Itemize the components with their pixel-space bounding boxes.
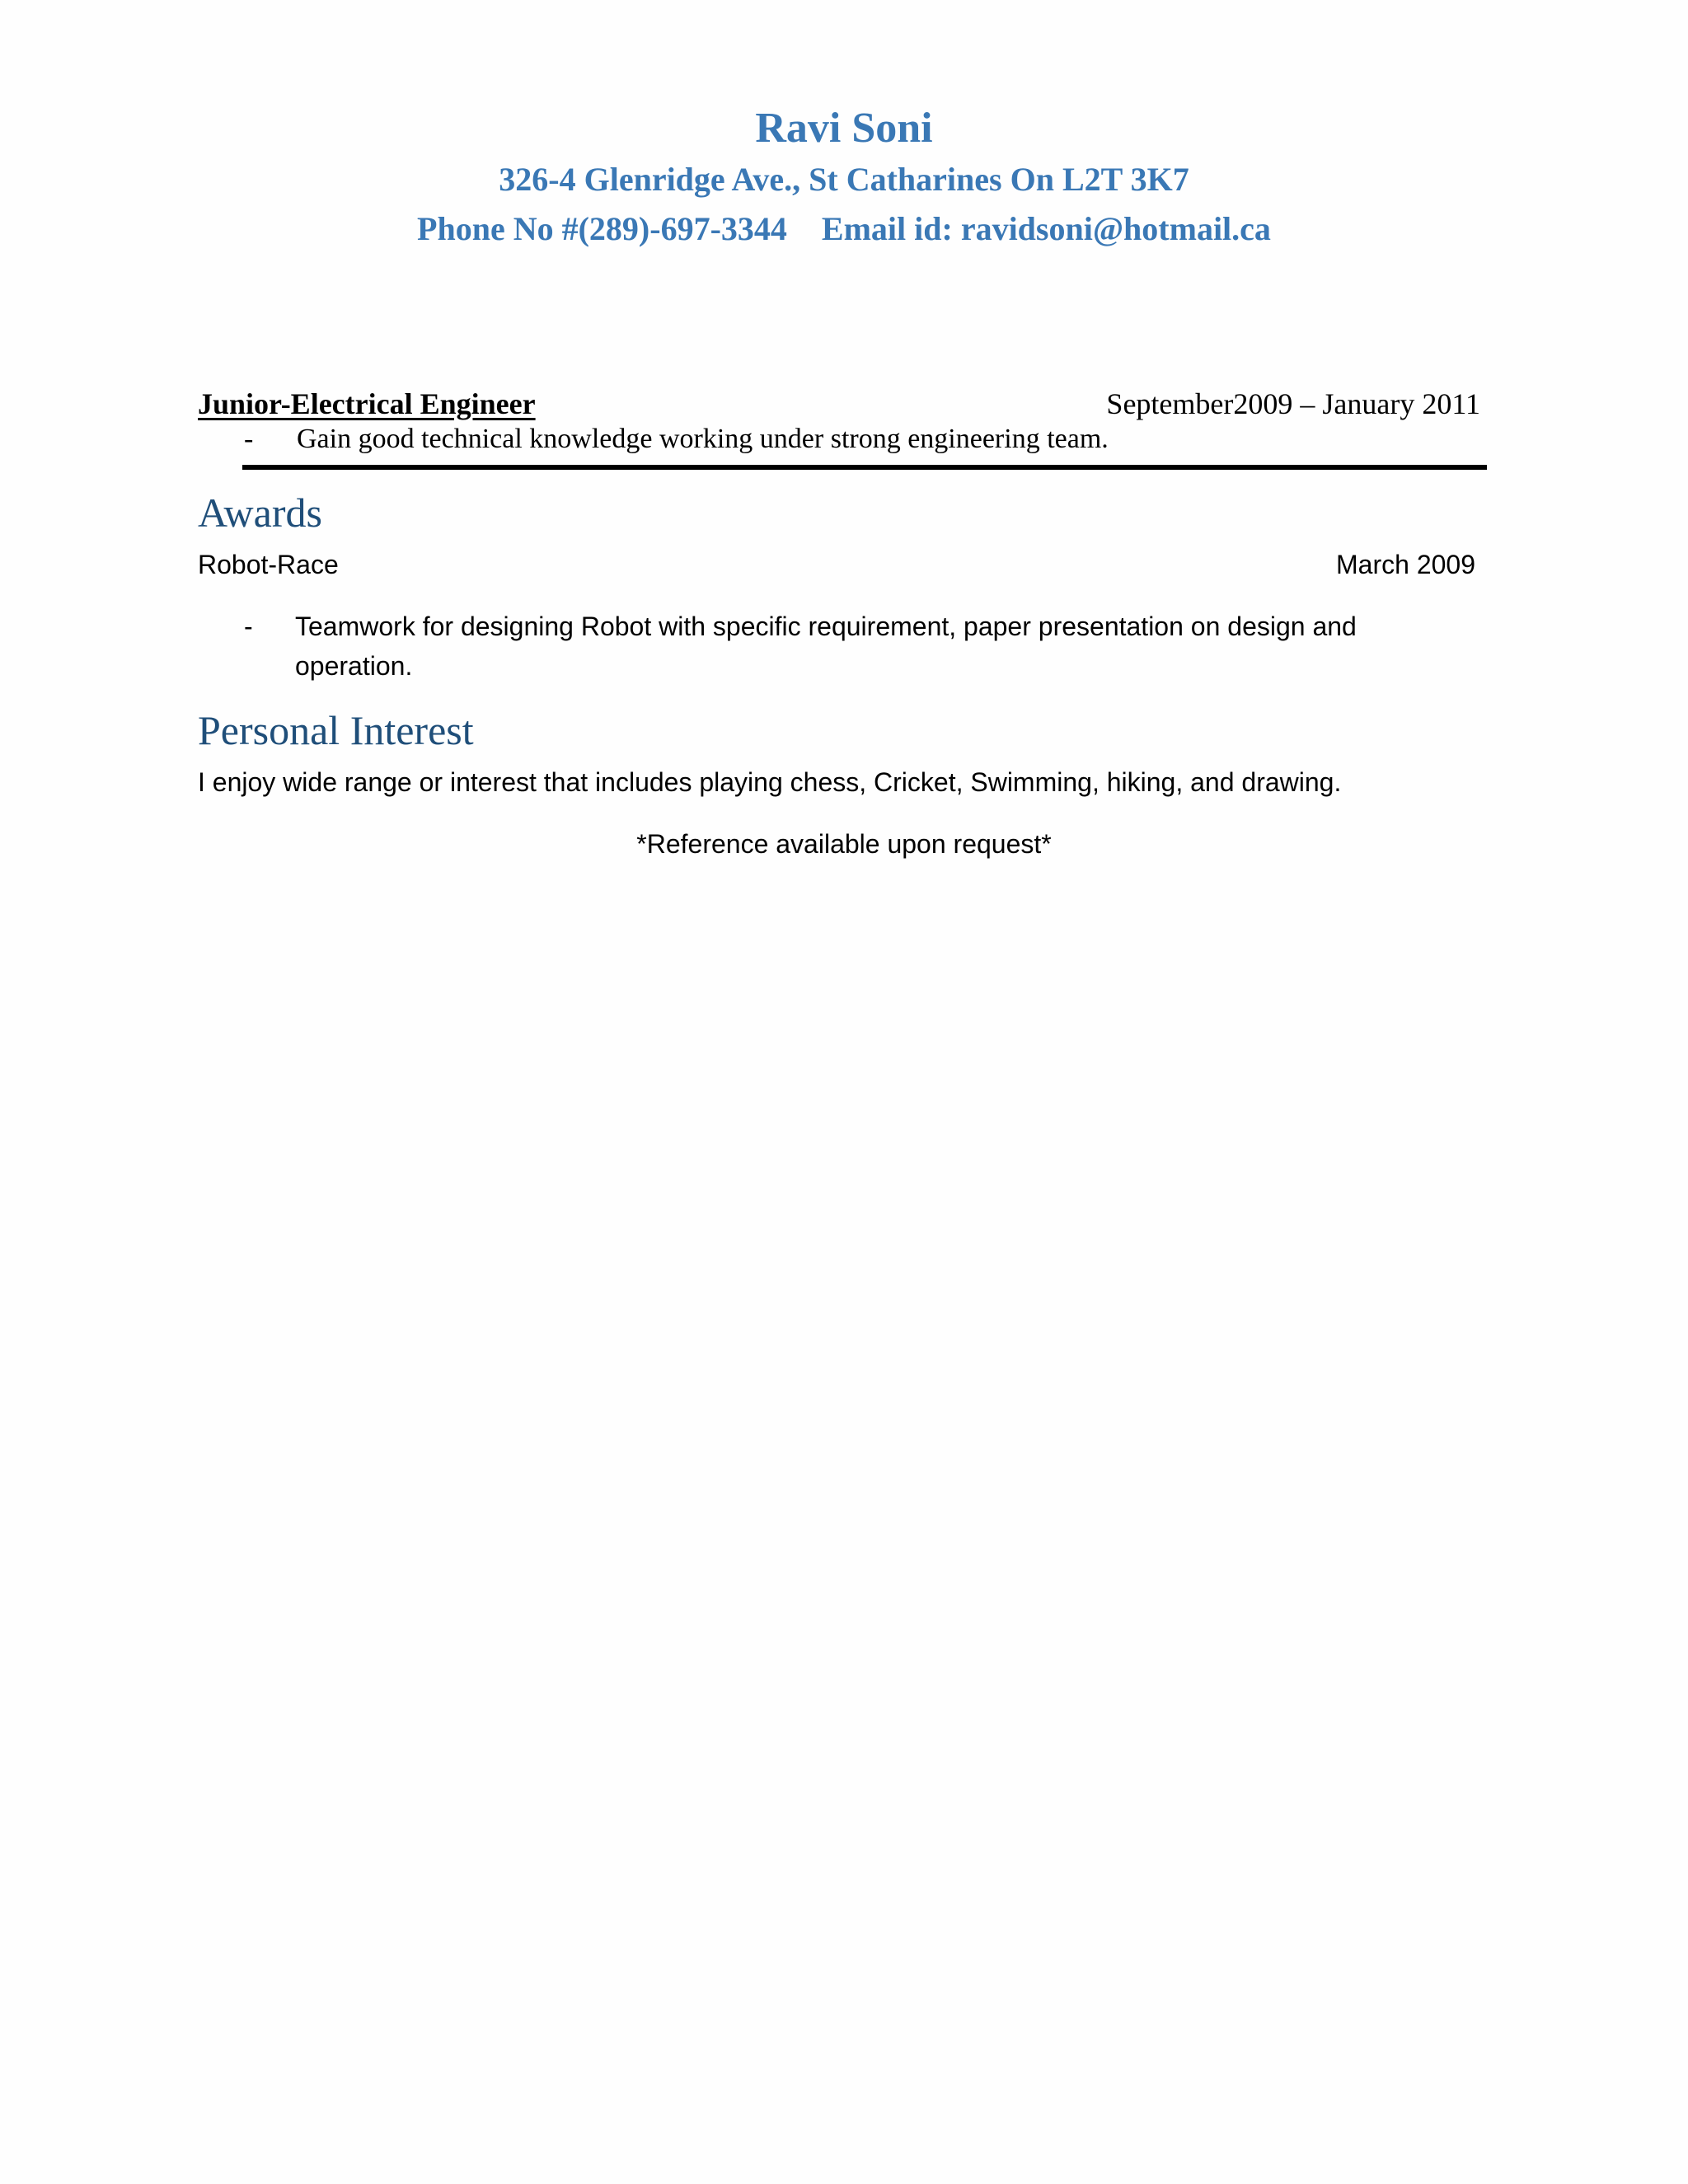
experience-bullet bbox=[198, 422, 1484, 457]
phone-number: Phone No #(289)-697-3344 bbox=[417, 210, 787, 247]
candidate-address: 326-4 Glenridge Ave., St Catharines On L2T 3K7 bbox=[499, 161, 1189, 198]
reference-note: *Reference available upon request* bbox=[636, 829, 1052, 859]
bullet-marker: - bbox=[244, 612, 253, 641]
interest-text: I enjoy wide range or interest that includes playing chess, Cricket, Swimming, hiking, and drawing. bbox=[198, 767, 1342, 797]
experience-entry bbox=[198, 386, 1484, 457]
experience-bullet-text: Gain good technical knowledge working under strong engineering team. bbox=[297, 424, 1109, 454]
contact-line bbox=[0, 204, 1688, 254]
award-date: March 2009 bbox=[1336, 550, 1475, 579]
candidate-name: Ravi Soni bbox=[755, 105, 933, 152]
interest-heading: Personal Interest bbox=[198, 707, 474, 753]
award-row bbox=[198, 547, 1475, 582]
resume-header bbox=[0, 102, 1688, 254]
email-address: Email id: ravidsoni@hotmail.ca bbox=[821, 210, 1271, 247]
award-description: Teamwork for designing Robot with specific requirement, paper presentation on design and operation. bbox=[295, 612, 1357, 681]
experience-header-row bbox=[198, 386, 1484, 422]
job-dates: September2009 – January 2011 bbox=[1106, 387, 1480, 420]
award-bullet bbox=[244, 607, 1480, 686]
bullet-marker: - bbox=[244, 424, 254, 454]
award-name: Robot-Race bbox=[198, 550, 339, 579]
job-title: Junior-Electrical Engineer bbox=[198, 387, 536, 420]
section-divider bbox=[242, 465, 1487, 470]
awards-heading: Awards bbox=[198, 490, 322, 536]
